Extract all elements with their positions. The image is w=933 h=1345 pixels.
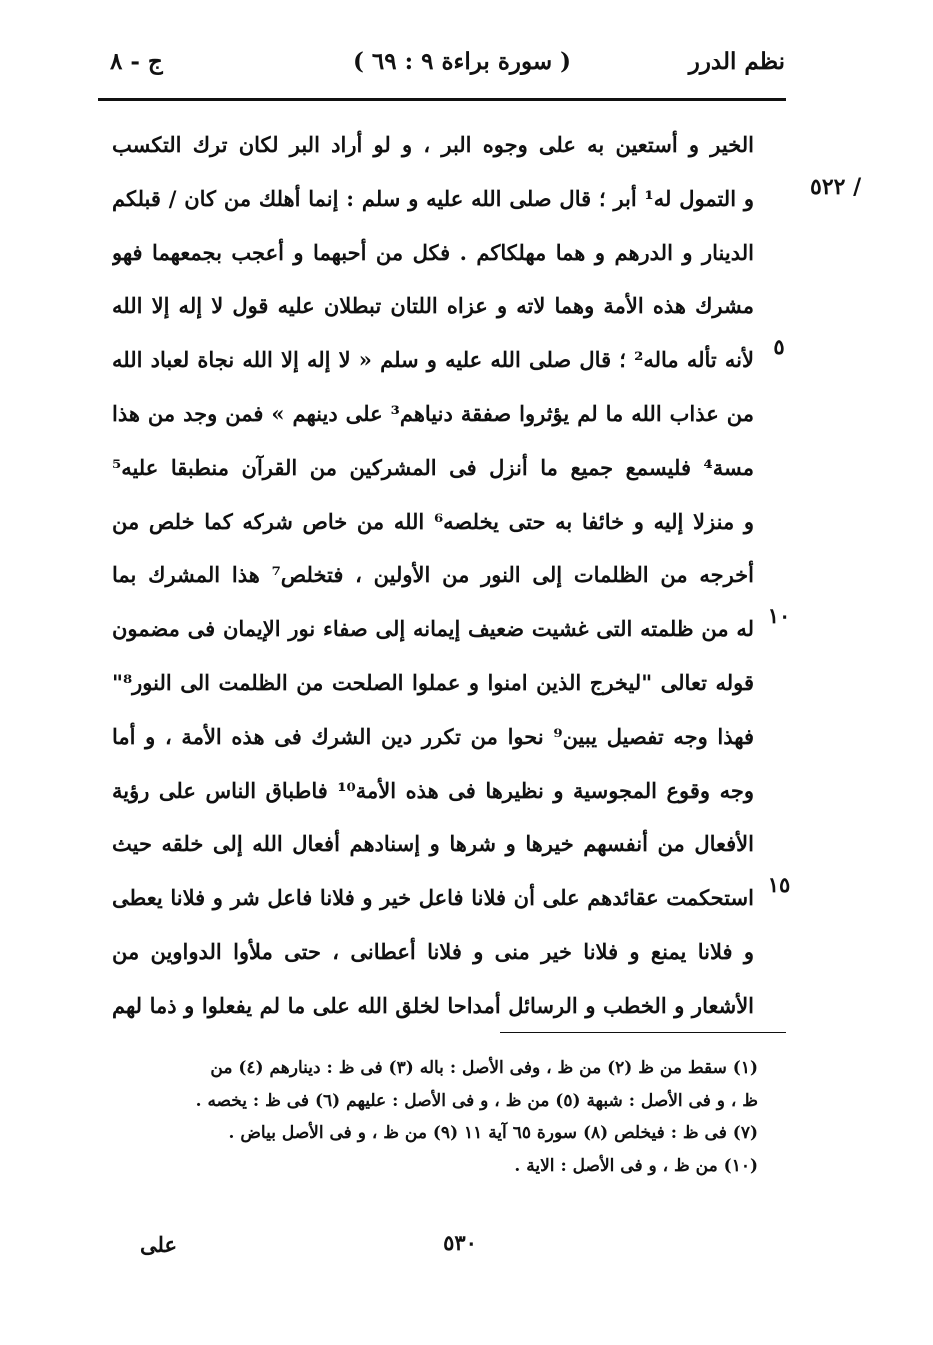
text-line: استحكمت عقائدهم على أن فلانا فاعل خير و فلانا فاعل شر و فلانا يعطى bbox=[112, 885, 754, 911]
footnote-line: (١٠) من ظ ، و فى الأصل : الاية . bbox=[514, 1155, 758, 1176]
line-number-5: ٥ bbox=[773, 334, 785, 359]
text-line: الأفعال من أنفسهم خيرها و شرها و إسنادهم أفعال الله إلى خلقه حيث bbox=[112, 831, 754, 857]
footnote-rule bbox=[500, 1032, 786, 1033]
text-line: له من ظلمته التى غشيت ضعيف إيمانه إلى صفاء نور الإيمان فى مضمون bbox=[112, 616, 754, 642]
text-line: قوله تعالى "ليخرج الذين امنوا و عملوا الصلحت من الظلمت الى النور⁸" bbox=[112, 669, 754, 695]
running-title: نظم الدرر bbox=[688, 48, 785, 75]
text-line: و فلانا يمنع و فلانا خير منى و فلانا أعطانى ، حتى ملأوا الدواوين من bbox=[112, 938, 754, 964]
footnote-line: ظ ، و فى الأصل : شبهة (٥) من ظ ، و فى الأصل : عليهم (٦) فى ظ : يخصه . bbox=[195, 1090, 758, 1111]
footnote-line: (٧) فى ظ : فيخلص (٨) سورة ٦٥ آية ١١ (٩) من ظ ، و فى الأصل بياض . bbox=[228, 1123, 758, 1144]
text-line: مسة⁴ فليسمع جميع ما أنزل فى المشركين من القرآن منطبقا عليه⁵ bbox=[112, 454, 754, 480]
text-line: وجه وقوع المجوسية و نظيرها فى هذه الأمة¹⁰ فاطباق الناس على رؤية bbox=[112, 777, 754, 803]
line-number-15: ١٥ bbox=[767, 872, 791, 897]
text-line: الخير و أستعين به على وجوه البر ، و لو أراد البر لكان ترك التكسب bbox=[112, 132, 754, 157]
line-number-10: ١٠ bbox=[767, 603, 791, 628]
text-line: و التمول له¹ أبر ؛ قال صلى الله عليه و سلم : إنما أهلك من كان / قبلكم bbox=[112, 185, 754, 211]
text-line: فهذا وجه تفصيل يبين⁹ نحوا من تكرر دين الشرك فى هذه الأمة ، و أما bbox=[112, 723, 754, 749]
header-rule bbox=[98, 98, 786, 101]
footnote-line: (١) سقط من ظ (٢) من ظ ، وفى الأصل : باله (٣) فى ظ : دينارهم (٤) من bbox=[210, 1058, 758, 1078]
text-line: لأنه تأله ماله² ؛ قال صلى الله عليه و سلم « لا إله إلا الله نجاة لعباد الله bbox=[112, 347, 754, 373]
catchword: على bbox=[140, 1232, 177, 1257]
text-line: و منزلا إليه و خائفا به حتى يخلصه⁶ الله من خاص شركه كما خلص من bbox=[112, 508, 754, 534]
footnotes bbox=[112, 1052, 758, 1182]
volume-number: ج - ٨ bbox=[110, 48, 163, 75]
surah-reference: ( سورة براءة ٩ : ٦٩ ) bbox=[352, 48, 572, 75]
body-text bbox=[112, 118, 754, 1033]
text-line: من عذاب الله ما لم يؤثروا صفقة دنياهم³ على دينهم » فمن وجد من هذا bbox=[112, 400, 754, 426]
page-number: ٥٣٠ bbox=[443, 1230, 477, 1255]
text-line: أخرجه من الظلمات إلى النور من الأولين ، فتخلص⁷ هذا المشرك بما bbox=[112, 562, 754, 588]
manuscript-folio-marker: ٥٢٢ / bbox=[810, 174, 862, 200]
text-line: الأشعار و الخطب و الرسائل أمداحا لخلق الله على ما لم يفعلوا و ذما لهم bbox=[112, 992, 754, 1018]
text-line: الدينار و الدرهم و هما مهلكاكم . فكل من أحبهما و أعجب بجمعهما فهو bbox=[112, 239, 754, 265]
text-line: مشرك هذه الأمة وهما لاته و عزاه اللتان تبطلان عليه قول لا إله إلا الله bbox=[112, 293, 754, 319]
